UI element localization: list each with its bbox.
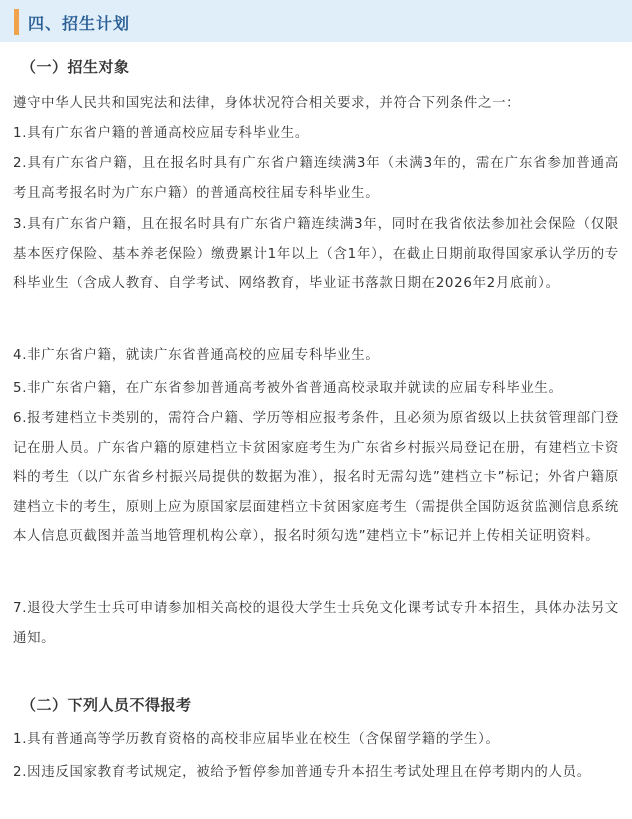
part1-heading: （一）招生对象 xyxy=(21,58,130,76)
part1-item-7: 7.退役大学生士兵可申请参加相关高校的退役大学生士兵免文化课考试专升本招生，具体办法另文通知。 xyxy=(13,601,619,646)
section-title: 四、招生计划 xyxy=(28,14,131,33)
part1-item-3: 3.具有广东省户籍，且在报名时具有广东省户籍连续满3年，同时在我省依法参加社会保险（仅限基本医疗保险、基本养老保险）缴费累计1年以上（含1年），在截止日期前取得国家承认学历的专科毕业生（含成人教育、自学考试、网络教育，毕业证书落款日期在2026年2月底前）。 xyxy=(13,217,619,291)
part1-intro: 遵守中华人民共和国宪法和法律，身体状况符合相关要求，并符合下列条件之一： xyxy=(13,96,521,111)
part2-heading: （二）下列人员不得报考 xyxy=(21,696,192,714)
part1-item-1: 1.具有广东省户籍的普通高校应届专科毕业生。 xyxy=(13,126,309,141)
section-header xyxy=(0,0,632,42)
part1-item-6: 6.报考建档立卡类别的，需符合户籍、学历等相应报考条件，且必须为原省级以上扶贫管理部门登记在册人员。广东省户籍的原建档立卡贫困家庭考生为广东省乡村振兴局登记在册，有建档立卡资料的考生（以广东省乡村振兴局提供的数据为准），报名时无需勾选”建档立卡”标记；外省户籍原建档立卡的考生，原则上应为原国家层面建档立卡贫困家庭考生（需提供全国防返贫监测信息系统本人信息页截图并盖当地管理机构公章），报名时须勾选”建档立卡”标记并上传相关证明资料。 xyxy=(13,411,619,544)
part2-item-1: 1.具有普通高等学历教育资格的高校非应届毕业在校生（含保留学籍的学生）。 xyxy=(13,732,500,747)
part1-item-2: 2.具有广东省户籍，且在报名时具有广东省户籍连续满3年（未满3年的，需在广东省参加普通高考且高考报名时为广东户籍）的普通高校往届专科毕业生。 xyxy=(13,156,619,201)
section-accent-bar xyxy=(14,9,19,35)
part1-item-5: 5.非广东省户籍，在广东省参加普通高考被外省普通高校录取并就读的应届专科毕业生。 xyxy=(13,381,563,396)
part1-item-4: 4.非广东省户籍，就读广东省普通高校的应届专科毕业生。 xyxy=(13,348,380,363)
part2-item-2: 2.因违反国家教育考试规定，被给予暂停参加普通专升本招生考试处理且在停考期内的人员。 xyxy=(13,765,591,780)
